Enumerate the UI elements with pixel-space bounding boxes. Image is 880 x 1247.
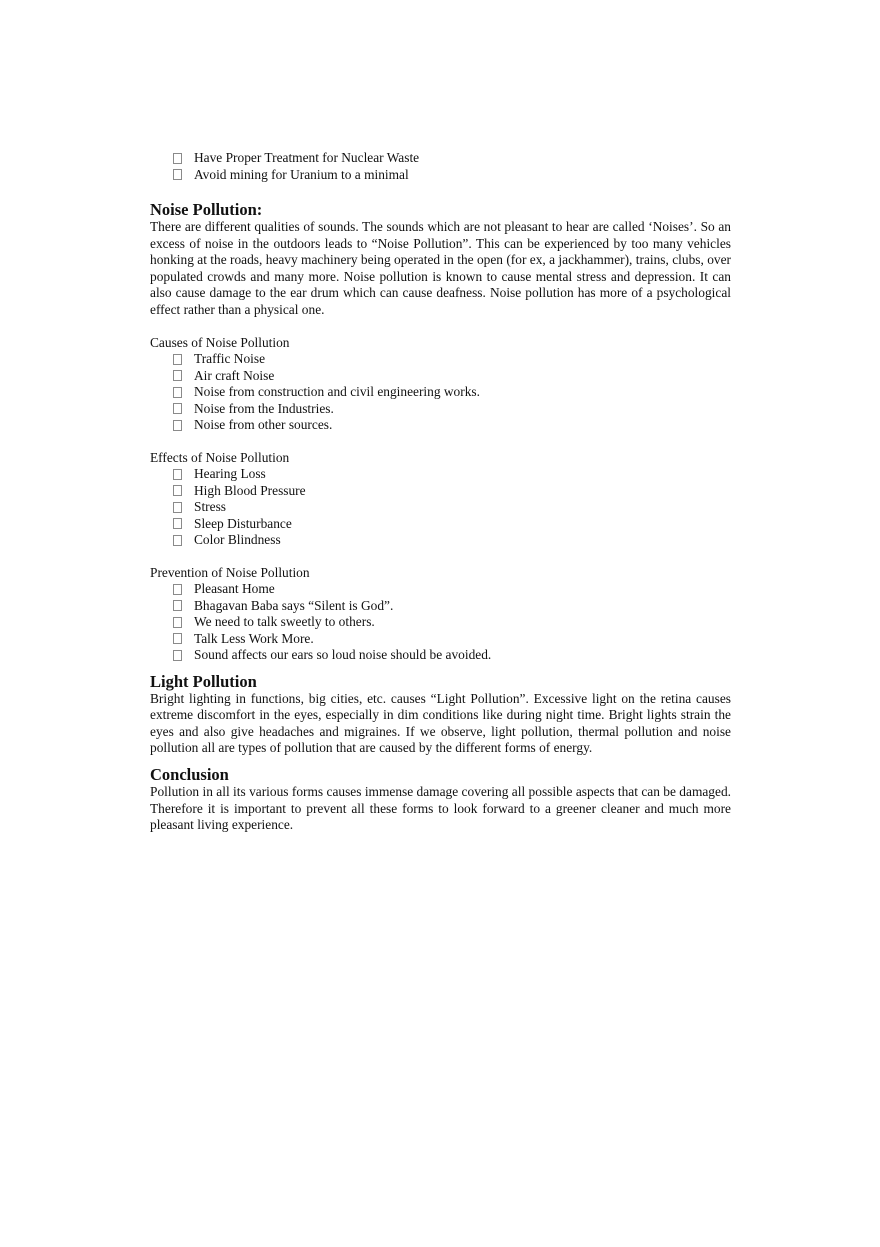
list-item — [173, 401, 731, 418]
list-item — [173, 167, 731, 184]
list-item — [173, 631, 731, 648]
bullet-box-icon — [173, 650, 182, 661]
bullet-box-icon — [173, 518, 182, 529]
list-item — [173, 614, 731, 631]
bullet-box-icon — [173, 535, 182, 546]
conclusion-heading: Conclusion — [150, 764, 229, 784]
list-item-text: Talk Less Work More. — [194, 630, 314, 646]
list-item — [173, 483, 731, 500]
light-pollution-paragraph: Bright lighting in functions, big cities, etc. causes “Light Pollution”. Excessive light on the retina causes extreme discomfort in the eyes, especially in dim conditions like during night time. Bright lights strain the eyes and also give headaches and migraines. If we observe, light pollution, thermal pollution and noise pollution all are types of pollution that are caused by the different forms of energy. — [150, 690, 731, 756]
list-item-text: High Blood Pressure — [194, 482, 306, 498]
list-item-text: Traffic Noise — [194, 351, 266, 367]
bullet-box-icon — [173, 502, 182, 513]
page-content — [150, 150, 731, 834]
list-item-text: Bhagavan Baba says “Silent is God”. — [194, 597, 394, 613]
bullet-box-icon — [173, 403, 182, 414]
causes-list — [150, 351, 731, 434]
list-item-text: Sleep Disturbance — [194, 515, 292, 531]
list-item — [173, 417, 731, 434]
bullet-box-icon — [173, 633, 182, 644]
list-item-text: Pleasant Home — [194, 581, 275, 597]
list-item-text: Have Proper Treatment for Nuclear Waste — [194, 150, 420, 165]
list-item — [173, 368, 731, 385]
list-item-text: Sound affects our ears so loud noise should be avoided. — [194, 647, 492, 663]
bullet-box-icon — [173, 617, 182, 628]
light-pollution-heading: Light Pollution — [150, 671, 257, 691]
bullet-box-icon — [173, 469, 182, 480]
list-item — [173, 581, 731, 598]
bullet-box-icon — [173, 387, 182, 398]
list-item-text: Noise from construction and civil engineering works. — [194, 384, 480, 400]
effects-list — [150, 466, 731, 549]
bullet-box-icon — [173, 584, 182, 595]
bullet-box-icon — [173, 354, 182, 365]
list-item-text: Color Blindness — [194, 532, 281, 548]
list-item-text: Hearing Loss — [194, 466, 266, 482]
bullet-box-icon — [173, 153, 182, 164]
noise-pollution-heading: Noise Pollution: — [150, 200, 263, 219]
list-item — [173, 647, 731, 664]
prevention-title: Prevention of Noise Pollution — [150, 564, 310, 580]
list-item-text: Avoid mining for Uranium to a minimal — [194, 166, 409, 182]
bullet-box-icon — [173, 600, 182, 611]
bullet-box-icon — [173, 420, 182, 431]
list-item-text: Air craft Noise — [194, 367, 275, 383]
noise-pollution-paragraph: There are different qualities of sounds. The sounds which are not pleasant to hear are called ‘Noises’. So an excess of noise in the outdoors leads to “Noise Pollution”. This can be experienced by too many vehicles honking at the roads, heavy machinery being operated in the open (for ex, a jackhammer), trains, clubs, over populated crowds and many more. Noise pollution is known to cause mental stress and depression. It can also cause damage to the ear drum which can cause deafness. Noise pollution has more of a psychological effect rather than a physical one. — [150, 219, 731, 317]
list-item-text: Noise from the Industries. — [194, 400, 334, 416]
list-item — [173, 516, 731, 533]
list-item-text: Noise from other sources. — [194, 417, 333, 433]
list-item-text: Stress — [194, 499, 226, 515]
list-item — [173, 150, 731, 167]
effects-title: Effects of Noise Pollution — [150, 449, 290, 465]
list-item — [173, 384, 731, 401]
list-item — [173, 532, 731, 549]
bullet-box-icon — [173, 485, 182, 496]
bullet-box-icon — [173, 169, 182, 180]
causes-title: Causes of Noise Pollution — [150, 334, 290, 350]
intro-bullet-list — [150, 150, 731, 183]
list-item — [173, 598, 731, 615]
prevention-list — [150, 581, 731, 664]
list-item-text: We need to talk sweetly to others. — [194, 614, 375, 630]
list-item — [173, 351, 731, 368]
list-item — [173, 499, 731, 516]
conclusion-paragraph: Pollution in all its various forms causes immense damage covering all possible aspects that can be damaged. Therefore it is important to prevent all these forms to look forward to a greener cleaner and much more pleasant living experience. — [150, 783, 731, 833]
list-item — [173, 466, 731, 483]
bullet-box-icon — [173, 370, 182, 381]
